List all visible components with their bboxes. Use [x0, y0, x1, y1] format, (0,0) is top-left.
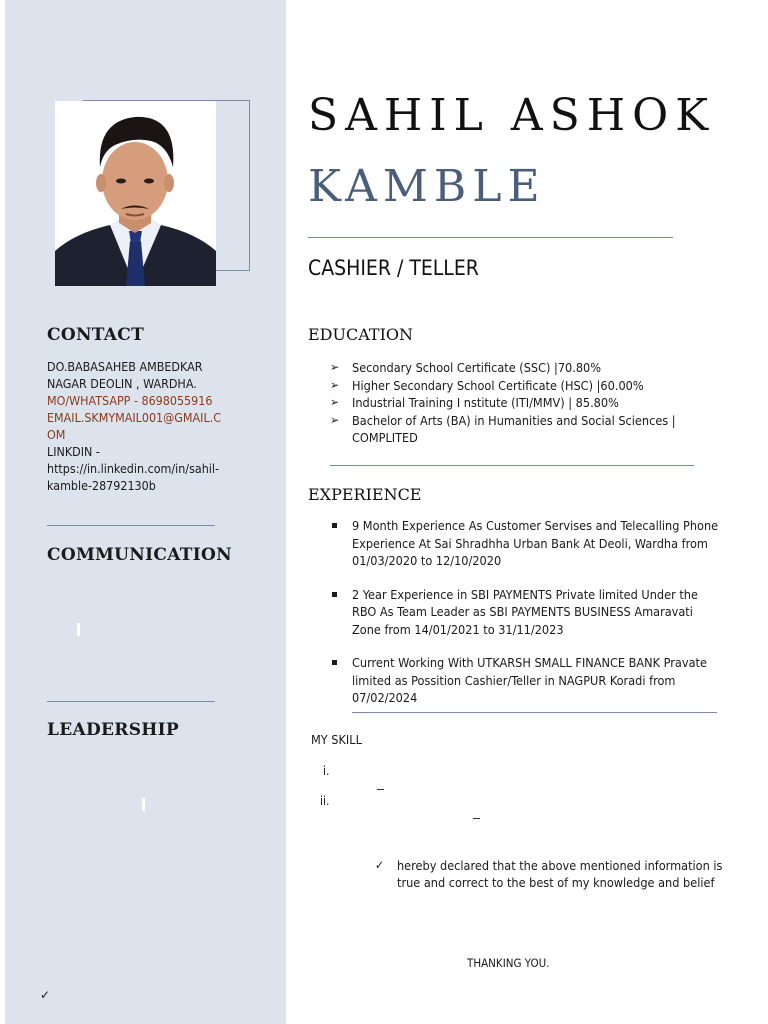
section-divider — [352, 712, 717, 713]
education-list — [330, 359, 725, 447]
contact-details — [47, 358, 247, 494]
list-item — [330, 394, 725, 412]
list-item — [330, 654, 720, 707]
section-divider — [330, 465, 694, 466]
list-item — [330, 517, 720, 570]
education-item-text: Industrial Training I nstitute (ITI/MMV) | 85.80% — [352, 395, 619, 410]
email-text: EMAIL.SKMYMAIL001@GMAIL.C — [47, 410, 221, 425]
experience-item-text: 9 Month Experience As Customer Servises and Telecalling Phone Experience At Sai Shradhha Urban Bank At Deoli, Wardha from 01/03/2020 to 12/10/2020 — [352, 518, 719, 568]
skills-heading: MY SKILL — [311, 732, 362, 747]
contact-heading: CONTACT — [47, 325, 145, 345]
education-item-text: Higher Secondary School Certificate (HSC) |60.00% — [352, 377, 644, 393]
skill-placeholder-dash — [377, 789, 384, 790]
skill-level-marker — [77, 623, 80, 636]
skill-numeral: ii. — [320, 794, 330, 808]
skill-placeholder-dash — [473, 818, 480, 819]
declaration — [375, 857, 725, 891]
closing-text: THANKING YOU. — [467, 956, 550, 970]
square-bullet-icon — [332, 523, 337, 528]
education-heading: EDUCATION — [308, 325, 414, 344]
experience-heading: EXPERIENCE — [308, 485, 422, 504]
arrow-bullet-icon: ➢ — [330, 395, 340, 409]
experience-item-text: Current Working With UTKARSH SMALL FINANCE BANK Pravate limited as Possition Cashier/Teller in NAGPUR Koradi from 07/02/2024 — [352, 655, 707, 705]
experience-item-text: 2 Year Experience in SBI PAYMENTS Private limited Under the RBO As Team Leader as SBI PAYMENTS BUSINESS Amaravati Zone from 14/01/2021 to 31/11/2023 — [352, 586, 698, 637]
arrow-bullet-icon: ➢ — [330, 412, 340, 427]
checkmark-icon: ✓ — [375, 858, 385, 872]
linkedin-url: https://in.linkedin.com/in/sahil- — [47, 461, 219, 476]
list-item — [330, 359, 725, 377]
education-item-text: Bachelor of Arts (BA) in Humanities and Social Sciences | COMPLITED — [352, 412, 676, 445]
square-bullet-icon — [332, 592, 337, 597]
arrow-bullet-icon: ➢ — [330, 377, 340, 392]
skill-numeral: i. — [323, 764, 330, 778]
education-item-text: Secondary School Certificate (SSC) |70.80% — [352, 360, 602, 375]
list-item — [330, 412, 725, 447]
email-text-continued: OM — [47, 427, 66, 442]
sidebar-divider — [47, 525, 215, 526]
leadership-heading: LEADERSHIP — [47, 720, 180, 740]
address-line: DO.BABASAHEB AMBEDKAR — [47, 359, 203, 374]
square-bullet-icon — [332, 660, 337, 665]
address-line: NAGAR DEOLIN , WARDHA. — [47, 376, 197, 391]
name-last-line: KAMBLE — [308, 161, 546, 212]
list-item — [330, 377, 725, 395]
sidebar-divider — [47, 701, 215, 702]
name-first-line: SAHIL ASHOK — [308, 90, 716, 141]
linkedin-url-continued: kamble-28792130b — [47, 478, 156, 493]
arrow-bullet-icon: ➢ — [330, 360, 340, 374]
name-divider — [308, 237, 673, 238]
phone-text: MO/WHATSAPP - 8698055916 — [47, 393, 213, 408]
communication-heading: COMMUNICATION — [47, 545, 232, 565]
checkmark-icon: ✓ — [40, 988, 51, 1002]
portrait-image — [55, 101, 216, 286]
skill-level-marker — [142, 798, 145, 811]
list-item — [330, 586, 720, 639]
linkedin-label: LINKDIN - — [47, 444, 100, 459]
declaration-text: hereby declared that the above mentioned information is true and correct to the best of my knowledge and belief — [397, 858, 723, 890]
profile-photo — [55, 101, 216, 286]
job-title: CASHIER / TELLER — [308, 256, 479, 280]
experience-list — [330, 517, 720, 723]
